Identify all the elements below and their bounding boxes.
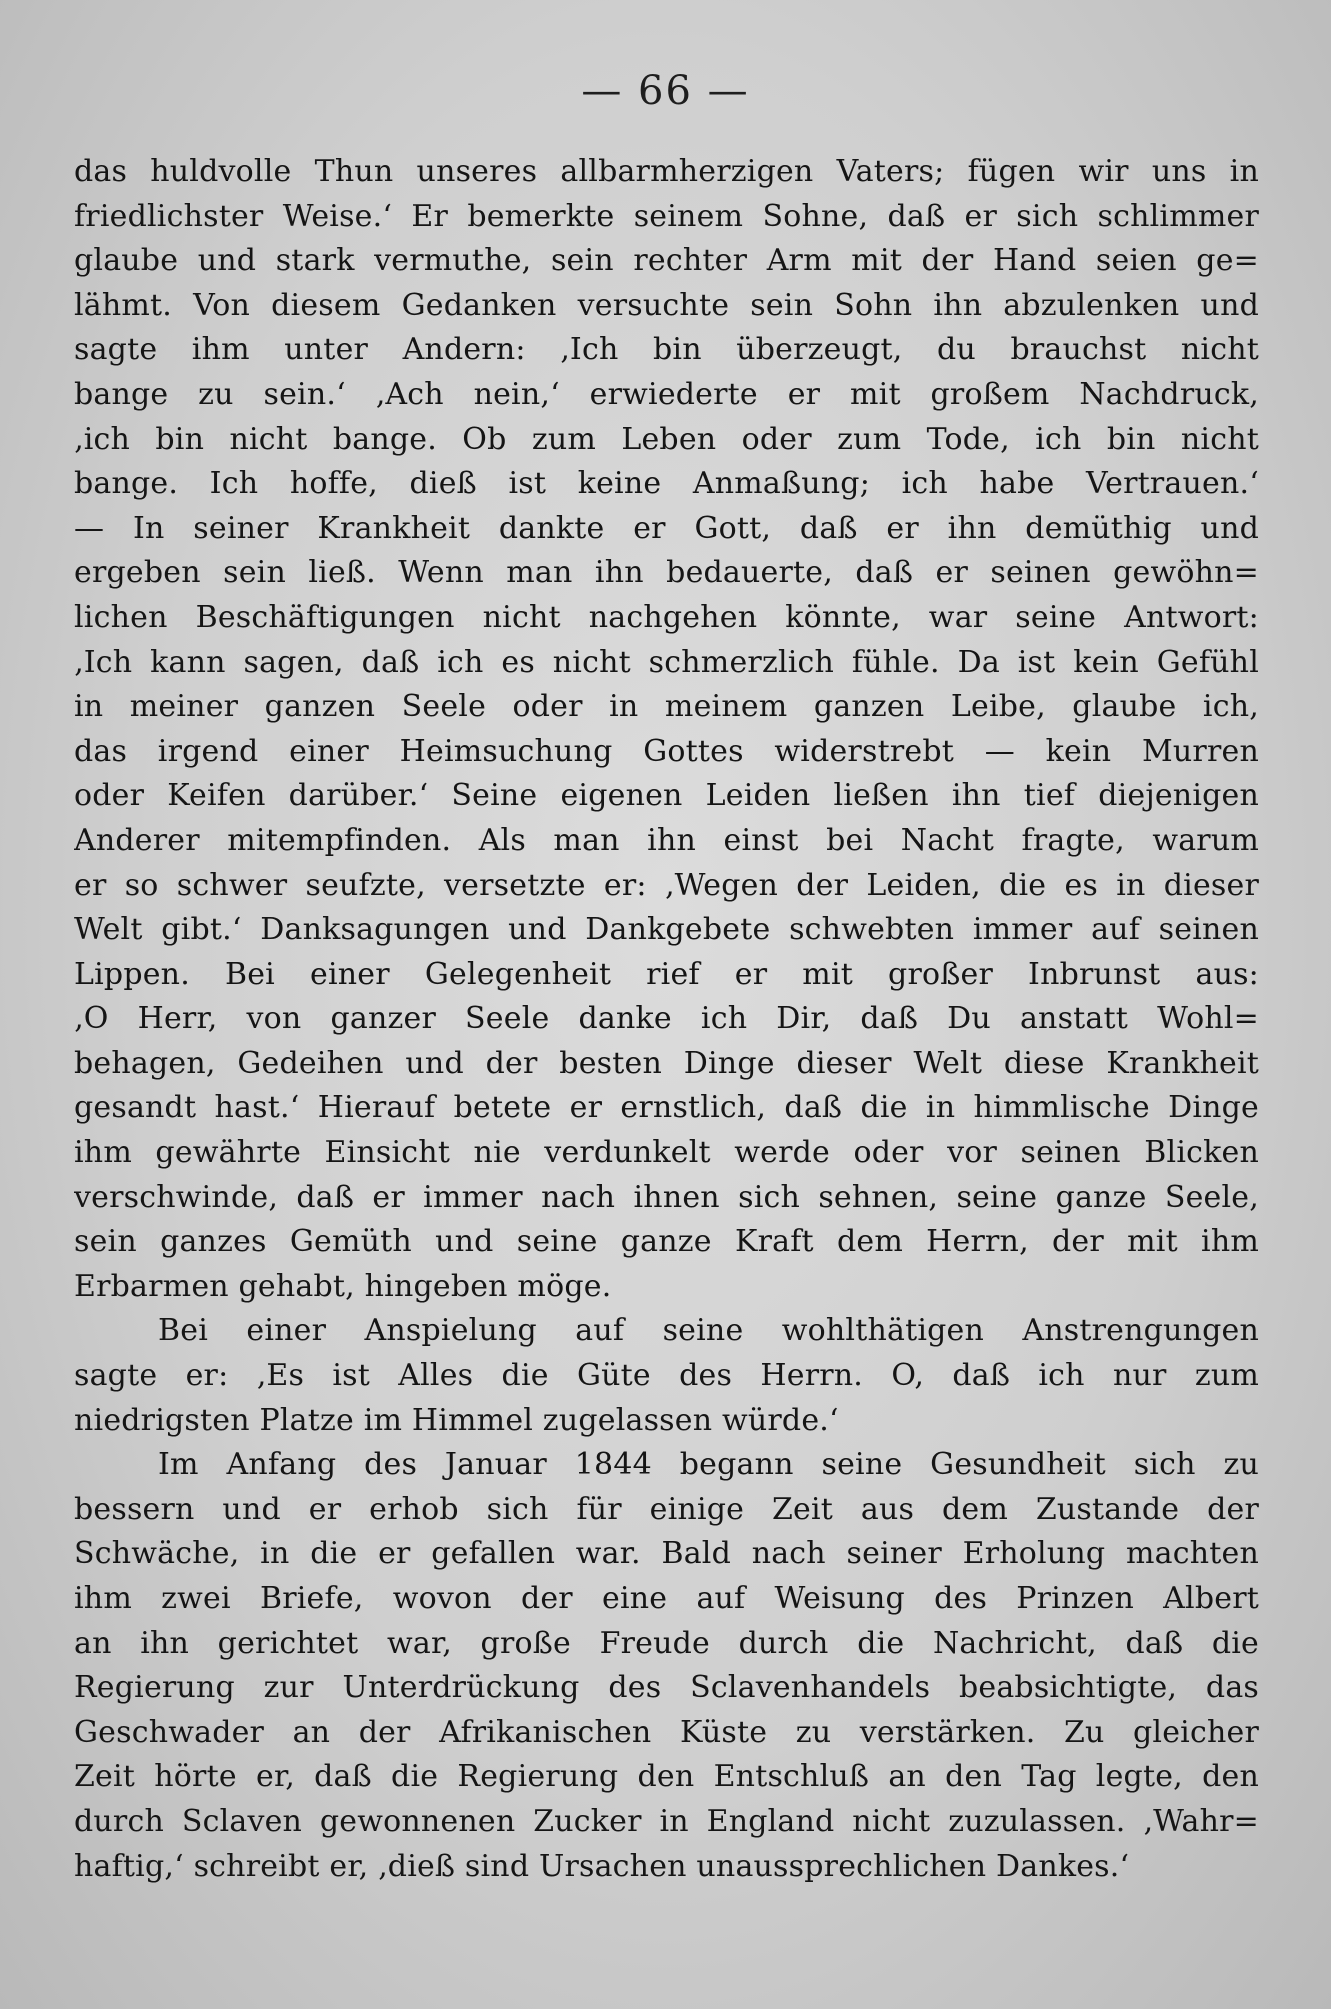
text-line: haftig,‘ schreibt er, ‚dieß sind Ursachen unaussprechlichen Dankes.‘	[74, 1848, 1130, 1884]
text-line: — In seiner Krankheit dankte er Gott, daß er ihn demüthig und	[74, 510, 1259, 546]
text-line: gesandt hast.‘ Hierauf betete er ernstlich, daß die in himmlische Dinge	[74, 1090, 1259, 1126]
text-line: das huldvolle Thun unseres allbarmherzigen Vaters; fügen wir uns in	[74, 154, 1259, 189]
text-line: sagte er: ‚Es ist Alles die Güte des Herrn. O, daß ich nur zum	[74, 1358, 1259, 1394]
text-line: lichen Beschäftigungen nicht nachgehen könnte, war seine Antwort:	[74, 599, 1259, 635]
text-line: Anderer mitempfinden. Als man ihn einst bei Nacht fragte, warum	[74, 822, 1259, 858]
text-line: ‚ich bin nicht bange. Ob zum Leben oder zum Tode, ich bin nicht	[74, 421, 1259, 457]
text-line: Im Anfang des Januar 1844 begann seine Gesundheit sich zu	[158, 1447, 1259, 1483]
text-line: in meiner ganzen Seele oder in meinem ganzen Leibe, glaube ich,	[74, 689, 1259, 725]
text-line: Lippen. Bei einer Gelegenheit rief er mit großer Inbrunst aus:	[74, 956, 1259, 992]
text-line: bessern und er erhob sich für einige Zeit aus dem Zustande der	[74, 1491, 1259, 1527]
text-line: Welt gibt.‘ Danksagungen und Dankgebete schwebten immer auf seinen	[74, 912, 1259, 948]
text-line: ergeben sein ließ. Wenn man ihn bedauerte, daß er seinen gewöhn=	[74, 555, 1259, 591]
text-line: ‚Ich kann sagen, daß ich es nicht schmerzlich fühle. Da ist kein Gefühl	[74, 644, 1259, 680]
text-line: Schwäche, in die er gefallen war. Bald nach seiner Erholung machten	[74, 1536, 1259, 1572]
text-line: ‚O Herr, von ganzer Seele danke ich Dir, daß Du anstatt Wohl=	[74, 1001, 1259, 1037]
text-line: verschwinde, daß er immer nach ihnen sich sehnen, seine ganze Seele,	[74, 1179, 1259, 1215]
text-line: behagen, Gedeihen und der besten Dinge dieser Welt diese Krankheit	[74, 1045, 1259, 1081]
text-line: friedlichster Weise.‘ Er bemerkte seinem Sohne, daß er sich schlimmer	[74, 198, 1259, 234]
text-line: an ihn gerichtet war, große Freude durch die Nachricht, daß die	[74, 1625, 1259, 1661]
text-line: oder Keifen darüber.‘ Seine eigenen Leiden ließen ihn tief diejenigen	[74, 778, 1259, 814]
text-line: bange. Ich hoffe, dieß ist keine Anmaßung; ich habe Vertrauen.‘	[74, 466, 1259, 502]
text-line: Geschwader an der Afrikanischen Küste zu verstärken. Zu gleicher	[74, 1714, 1259, 1750]
text-line: ihm gewährte Einsicht nie verdunkelt werde oder vor seinen Blicken	[74, 1135, 1259, 1171]
page-number: — 66 —	[581, 68, 750, 114]
text-line: Bei einer Anspielung auf seine wohlthätigen Anstrengungen	[158, 1313, 1259, 1349]
text-line: niedrigsten Platze im Himmel zugelassen würde.‘	[74, 1402, 839, 1438]
text-line: glaube und stark vermuthe, sein rechter Arm mit der Hand seien ge=	[74, 243, 1259, 279]
text-line: sagte ihm unter Andern: ‚Ich bin überzeugt, du brauchst nicht	[74, 332, 1259, 368]
body-text	[74, 150, 1259, 1889]
text-line: durch Sclaven gewonnenen Zucker in England nicht zuzulassen. ‚Wahr=	[74, 1803, 1259, 1839]
text-line: lähmt. Von diesem Gedanken versuchte sein Sohn ihn abzulenken und	[74, 287, 1259, 323]
text-line: sein ganzes Gemüth und seine ganze Kraft dem Herrn, der mit ihm	[74, 1224, 1259, 1260]
text-line: Erbarmen gehabt, hingeben möge.	[74, 1268, 612, 1304]
text-line: er so schwer seufzte, versetzte er: ‚Wegen der Leiden, die es in dieser	[74, 867, 1259, 903]
text-line: bange zu sein.‘ ‚Ach nein,‘ erwiederte er mit großem Nachdruck,	[74, 376, 1259, 412]
text-line: das irgend einer Heimsuchung Gottes widerstrebt — kein Murren	[74, 733, 1259, 769]
text-line: Zeit hörte er, daß die Regierung den Entschluß an den Tag legte, den	[74, 1759, 1259, 1795]
text-line: Regierung zur Unterdrückung des Sclavenhandels beabsichtigte, das	[74, 1670, 1259, 1706]
text-line: ihm zwei Briefe, wovon der eine auf Weisung des Prinzen Albert	[74, 1581, 1259, 1616]
